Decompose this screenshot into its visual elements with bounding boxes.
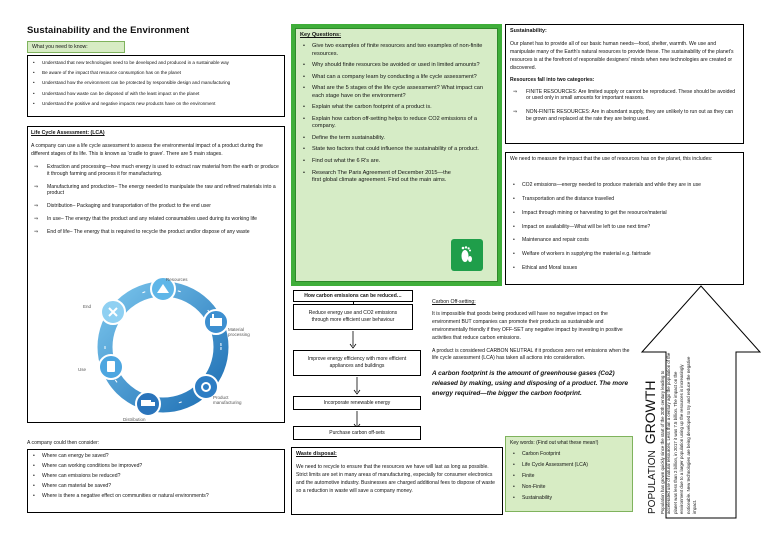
list-item: • Where is there a negative effect on communities or natural environments? (30, 493, 282, 500)
keyword-item: • Life Cycle Assessment (LCA) (510, 462, 628, 469)
diagram-label-resources: Resources (166, 277, 188, 282)
key-questions-list (300, 43, 493, 185)
keywords-box (505, 436, 633, 512)
page-title: Sustainability and the Environment (27, 25, 190, 36)
growth-title (642, 348, 658, 514)
list-item: • Where can material be saved? (30, 483, 282, 490)
question-item: • Find out what the 6 R's are. (300, 158, 493, 166)
keywords-heading: Key words: (Find out what these mean!) (510, 440, 599, 446)
keywords-list (510, 451, 628, 501)
list-item: • Where can working conditions be improved? (30, 463, 282, 470)
question-item: • Why should finite resources be avoided or used in limited amounts? (300, 62, 493, 70)
waste-text: We need to recycle to ensure that the resources we have will last as long as possible. Strict limits are set in many areas of manufacturing, especially for consumer electronics and the automotive industry. Businesses are charged additional fees to dispose of waste so a reduction in waste will save a company money. (296, 464, 495, 494)
offsetting-section (432, 299, 632, 398)
carbon-footprint-quote: A carbon footprint is the amount of greenhouse gases (Co2) released by making, using and disposing of a product. The more energy required—the bigger the carbon footprint. (432, 370, 629, 397)
sustainability-box (505, 24, 744, 144)
offsetting-p2: A product is considered CARBON NEUTRAL if it produces zero net emissions when the life cycle assessment (LCA) has taken all actions into consideration. (432, 347, 630, 362)
lca-stage: ⇒ End of life– The energy that is required to recycle the product and/or dispose of any waste (31, 229, 281, 236)
resource-categories (510, 89, 739, 124)
list-item: • Maintenance and repair costs (510, 237, 739, 244)
list-item: • Where can emissions be reduced? (30, 473, 282, 480)
need-to-know-list (30, 60, 282, 107)
keyword-item: • Non-Finite (510, 484, 628, 491)
consider-section (27, 440, 285, 448)
flow-step-2: Improve energy efficiency with more efficient appliances and buildings (293, 350, 421, 376)
lca-stage: ⇒ Extraction and processing—how much energy is used to extract raw material from the earth or produce it through farming and process it for manufacturing. (31, 164, 281, 178)
list-item: • Ethical and Moral issues (510, 265, 739, 272)
distribution-icon (136, 392, 160, 416)
sustainability-intro: Our planet has to provide all of our basic human needs—food, shelter, warmth. We use and manipulate many of the Earth's natural resources to provide these. The sustainability of the planet's resources is at the forefront of responsible designers' minds when new technologies are created or discovered. (510, 41, 734, 71)
key-questions-inner (295, 28, 498, 282)
list-item: • Understand the positive and negative impacts new products have on the environment (30, 101, 282, 107)
flow-step-1: Reduce energy use and CO2 emissions through more efficient user behaviour (293, 304, 413, 330)
growth-label-growth: GROWTH (642, 380, 658, 445)
sustainability-sub: Resources fall into two categories: (510, 76, 595, 83)
consider-list (30, 453, 282, 499)
question-item: • Explain what the carbon footprint of a product is. (300, 104, 493, 112)
offsetting-heading: Carbon Off-setting: (432, 299, 476, 305)
diagram-label-distribution: Distribution (123, 417, 146, 422)
growth-text: Population has grown quickly since the start of the 20th century leading to accelerated use of natural resources. Less than a century ago the population of the planet was less than 2 billion, in 2017 it was 7.5 billion. The impact on the environment due to a larger population using up the resources is increasingly noticeable. New technologies are being developed to try and reduce the negative impact. (660, 352, 697, 514)
question-item: • Give two examples of finite resources and two examples of non-finite resources. (300, 43, 493, 58)
lca-intro: A company can use a life cycle assessment to assess the environmental impact of a product during the different stages of its life. This is known as 'cradle to grave'. There are 5 main stages. (31, 143, 263, 157)
list-item: • Impact on availability—What will be left to use next time? (510, 224, 739, 231)
flow-step-4: Purchase carbon off-sets (293, 426, 421, 440)
diagram-label-use: Use (78, 367, 87, 372)
question-item: • State two factors that could influence the sustainability of a product. (300, 146, 493, 154)
waste-heading: Waste disposal: (296, 451, 337, 457)
keyword-item: • Carbon Footprint (510, 451, 628, 458)
list-item: • Welfare of workers in supplying the material e.g. fairtrade (510, 251, 739, 258)
use-icon (99, 355, 123, 379)
question-item: • Explain how carbon off-setting helps to reduce CO2 emissions of a company. (300, 116, 493, 131)
lca-box (27, 126, 285, 423)
measure-box (505, 152, 744, 285)
measure-list (510, 182, 739, 272)
offsetting-p1: It is impossible that goods being produced will have no negative impact on the environment BUT companies can promote their products as sustainable and environmentally friendly if they OFF-SET any negative impact by investing in positive activities that reduce carbon emissions. (432, 311, 623, 341)
end-icon (101, 300, 125, 324)
measure-intro: We need to measure the impact that the use of resources has on the planet, this includes: (510, 156, 713, 162)
growth-rotated (642, 348, 712, 514)
list-item: • Transportation and the distance travelled (510, 196, 739, 203)
material-processing-icon (204, 310, 228, 334)
keyword-item: • Sustainability (510, 495, 628, 502)
list-item: • CO2 emissions—energy needed to produce materials and while they are in use (510, 182, 739, 189)
sustainability-heading: Sustainability: (510, 28, 547, 34)
lca-heading: Life Cycle Assessment: (LCA) (31, 130, 105, 136)
list-item: • Where can energy be saved? (30, 453, 282, 460)
need-to-know-box (27, 55, 285, 117)
footprint-icon (451, 239, 483, 271)
question-item: • What are the 5 stages of the life cycle assessment? What impact can each stage have on the environment? (300, 85, 493, 100)
waste-box (291, 447, 503, 515)
list-item: • Understand that new technologies need to be developed and produced in a sustainable way (30, 60, 282, 66)
diagram-label-material: Material processing (228, 327, 250, 337)
list-item: • Understand how the environment can be protected by responsible design and manufacturing (30, 80, 282, 86)
growth-label-population: POPULATION (647, 450, 658, 514)
resource-category: ⇒ NON-FINITE RESOURCES: Are in abundant supply, they are unlikely to run out as they can be grown and replaced at the rate they are being used. (510, 109, 739, 123)
emissions-flow-heading: How carbon emissions can be reduced… (293, 290, 413, 302)
lca-stage: ⇒ Distribution– Packaging and transportation of the product to the end user (31, 203, 281, 210)
key-questions-heading: Key Questions: (300, 32, 342, 38)
list-item: • Impact through mining or harvesting to get the resource/material (510, 210, 739, 217)
flow-arrow-icon (348, 331, 358, 349)
flow-arrow-icon (352, 377, 362, 395)
key-questions-panel (291, 24, 502, 286)
lca-stage: ⇒ Manufacturing and production– The energy needed to manipulate the raw and refined materials into a product (31, 184, 281, 198)
question-item: • What can a company learn by conducting a life cycle assessment? (300, 74, 493, 82)
diagram-label-end: End (83, 304, 92, 309)
need-to-know-heading: What you need to know: (27, 41, 125, 53)
flow-step-3: Incorporate renewable energy (293, 396, 421, 410)
resource-category: ⇒ FINITE RESOURCES: Are limited supply or cannot be reproduced. These should be avoided or used only in small amounts for important reasons. (510, 89, 739, 103)
question-item: • Define the term sustainability. (300, 135, 493, 143)
list-item: • Understand how waste can be disposed of with the least impact on the planet (30, 91, 282, 97)
consider-box (27, 449, 285, 513)
diagram-label-product: Product manufacturing (213, 395, 242, 405)
consider-intro: A company could then consider: (27, 440, 100, 446)
lca-stage: ⇒ In use– The energy that the product and any related consumables used during its working life (31, 216, 281, 223)
question-item: • Research The Paris Agreement of December 2015—the first global climate agreement. Find out the main aims. (300, 170, 493, 185)
list-item: • Be aware of the impact that resource consumption has on the planet (30, 70, 282, 76)
lca-stages (31, 164, 281, 236)
keyword-item: • Finite (510, 473, 628, 480)
